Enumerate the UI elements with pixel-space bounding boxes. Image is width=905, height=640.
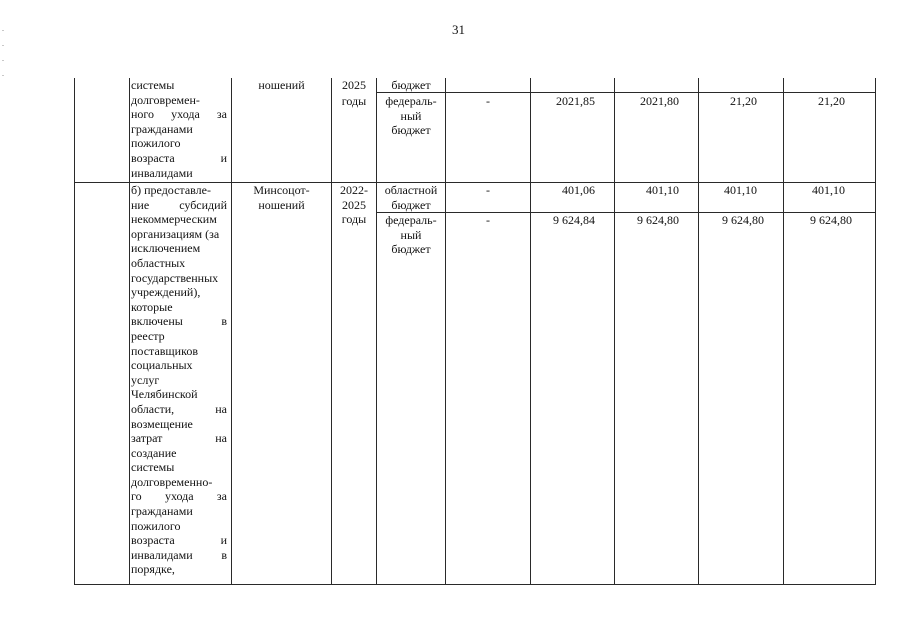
source-line: областной [384,183,438,197]
page-number: 31 [452,22,465,37]
table-line [129,78,130,585]
scan-edge-mark [2,30,4,31]
table-line [74,78,75,585]
source-line: бюджет [391,242,431,257]
description-line: некоммерческим [131,212,217,227]
table-line [614,78,615,585]
description-line: области, на [131,401,227,416]
table-line [875,78,876,585]
description-line: организациям (за [131,226,220,241]
table-line [530,78,531,585]
description-line: исключением [131,241,201,256]
description-line: б) предоставле- [131,183,211,197]
source-line: федераль- [385,94,437,108]
description-line: включены в [131,314,227,329]
description-line: долговременно- [131,474,213,489]
description-line: областных [131,255,186,270]
executor-line: ношений [258,197,305,212]
description-line: возмещение [131,416,193,431]
value-cell: 401,06 [562,183,595,197]
table-line [445,78,446,585]
funding-source-regional [377,183,445,212]
table-line [376,92,876,93]
value-cell: 401,10 [724,183,757,197]
value-cell: 21,20 [730,94,757,108]
executor-line: Минсоцот- [253,183,310,197]
value-cell: 9 624,80 [810,213,852,227]
value-cell: 9 624,80 [637,213,679,227]
description-line: системы [131,78,175,92]
table-line [698,78,699,585]
table-line [783,78,784,585]
funding-source-federal [377,213,445,257]
source-line: федераль- [385,213,437,227]
value-cell: 21,20 [818,94,845,108]
funding-source-tail: бюджет [391,78,431,92]
description-line: долговремен- [131,92,200,107]
executor-cell [232,183,331,212]
description-line: реестр [131,328,165,343]
table-line [74,584,876,585]
period-line: 2022- [340,183,368,197]
description-line: пожилого [131,136,181,151]
description-line: гражданами [131,504,193,519]
value-cell: - [486,213,490,227]
description-line: порядке, [131,562,175,577]
table-line [231,78,232,585]
value-cell: - [486,183,490,197]
description-line: государственных [131,270,219,285]
value-cell: 401,10 [812,183,845,197]
description-line: ного ухода за [131,107,227,122]
period-start: 2025 [342,78,366,92]
value-cell: 2021,85 [556,94,595,108]
row-description [131,78,227,180]
table-line [331,78,332,585]
value-cell: - [486,94,490,108]
description-line: инвалидами в [131,547,227,562]
executor-cell: ношений [258,78,305,92]
description-line: создание [131,445,177,460]
value-cell: 401,10 [646,183,679,197]
description-line: пожилого [131,518,181,533]
description-line: Челябинской [131,387,198,402]
source-line: ный [400,227,422,242]
description-line: затрат на [131,431,227,446]
description-line: социальных [131,358,193,373]
description-line: гражданами [131,121,193,136]
description-line: поставщиков [131,343,198,358]
period-line: годы [341,212,367,227]
source-line: ный [400,108,422,123]
description-line: го ухода за [131,489,227,504]
value-cell: 9 624,84 [553,213,595,227]
description-line: системы [131,460,175,475]
description-line: возраста и [131,150,227,165]
description-line: учреждений), [131,285,201,300]
source-line: бюджет [391,123,431,138]
row-description [131,183,227,577]
description-line: инвалидами [131,165,193,180]
period-years: годы [341,94,367,108]
description-line: возраста и [131,533,227,548]
source-line: бюджет [391,197,431,212]
description-line: услуг [131,372,160,387]
period-line: 2025 [342,197,366,212]
description-line: ние субсидий [131,197,227,212]
value-cell: 2021,80 [640,94,679,108]
funding-source-federal [377,94,445,138]
table-line [376,78,377,585]
value-cell: 9 624,80 [722,213,764,227]
description-line: которые [131,299,173,314]
scan-edge-mark [2,75,4,76]
scan-edge-mark [2,45,4,46]
period-cell [332,183,376,227]
scan-edge-mark [2,60,4,61]
